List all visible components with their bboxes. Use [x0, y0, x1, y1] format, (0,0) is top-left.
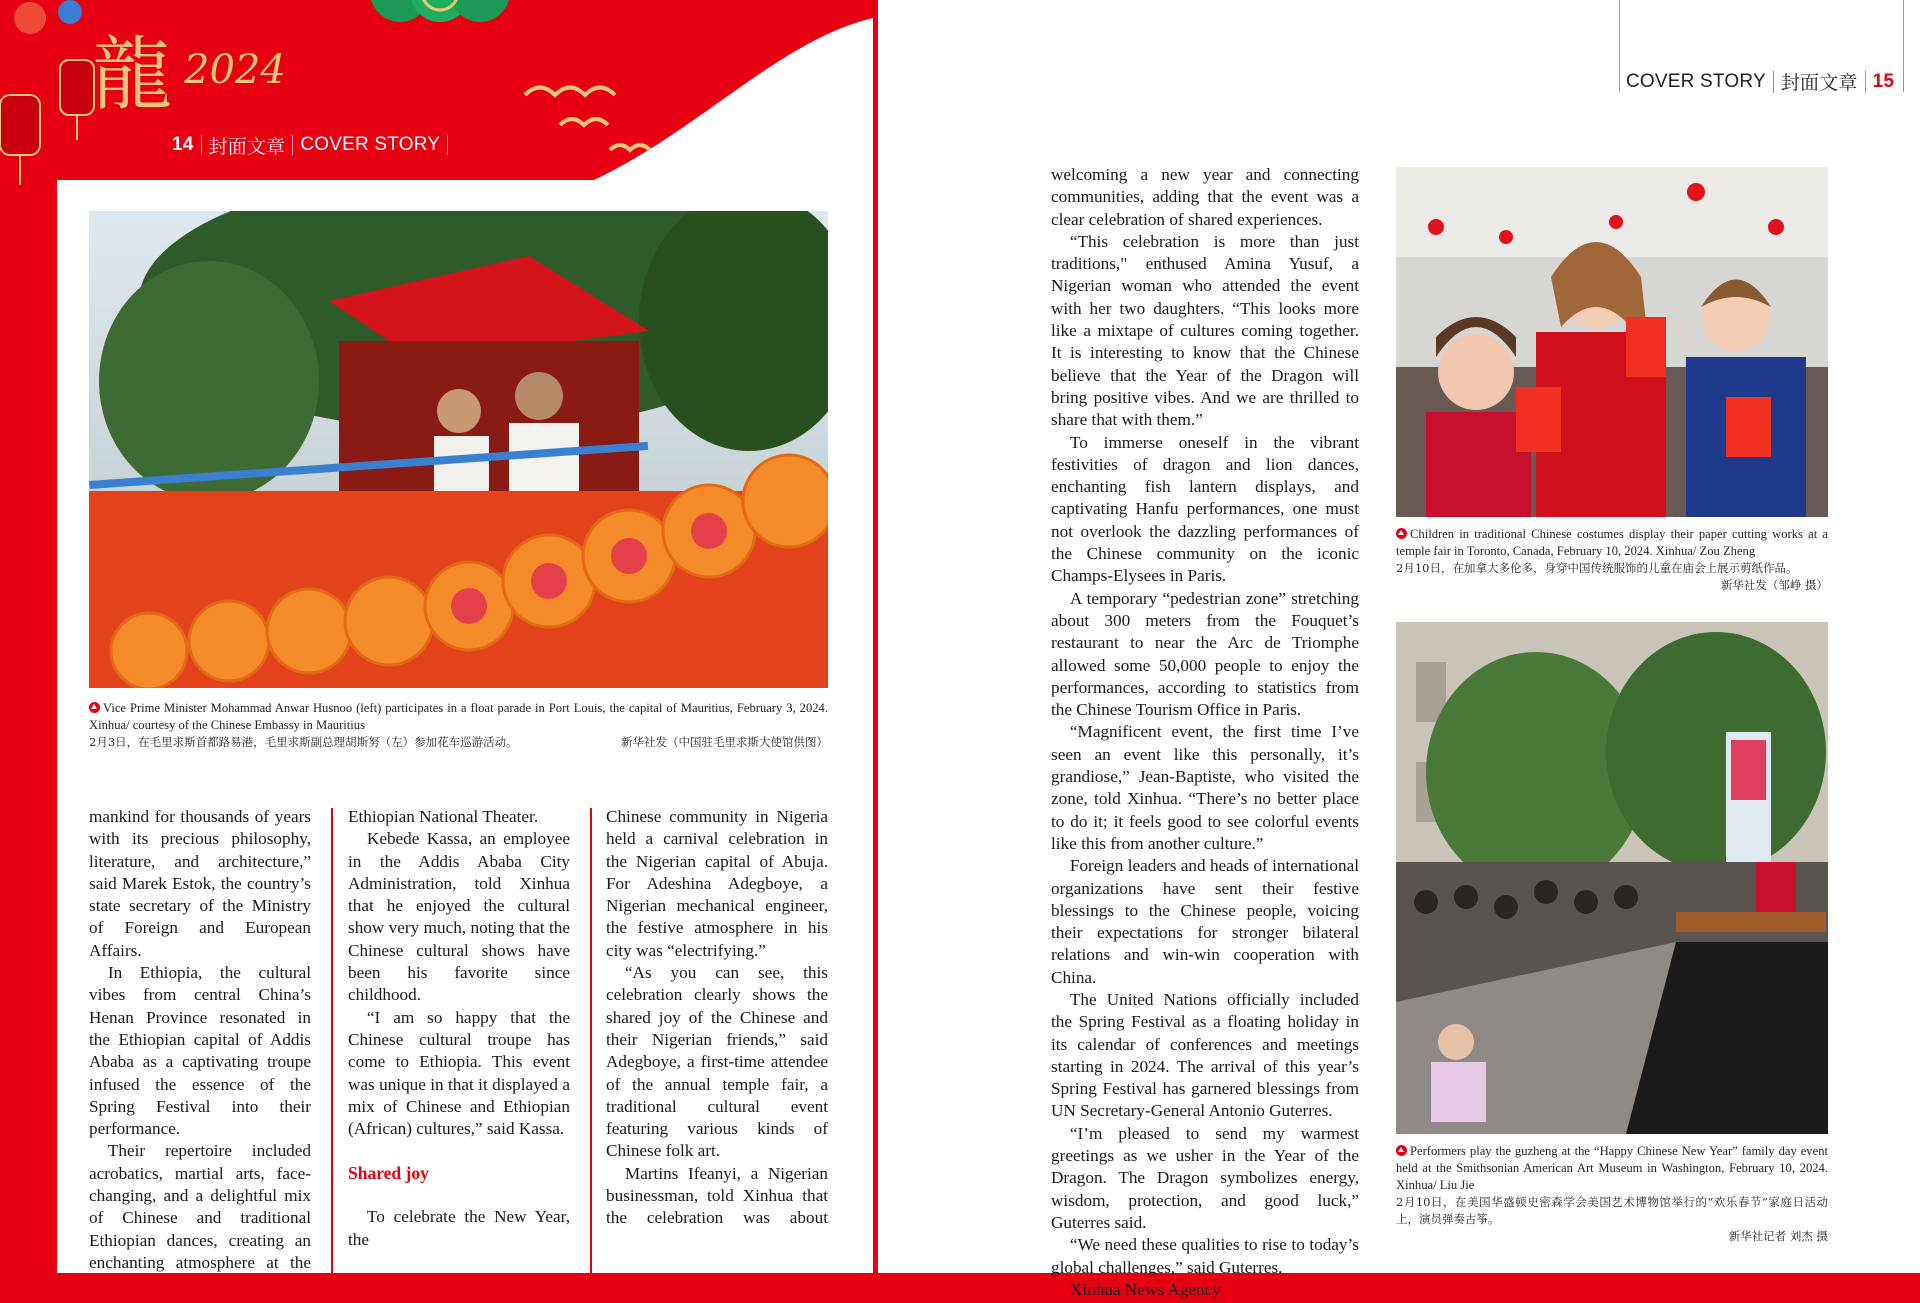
paragraph-text: Foreign leaders and heads of international organizations have sent their festive blessings to the Chinese people, voicing their expectations for stronger bilateral relations and win-win cooperation with China. [1051, 856, 1359, 987]
paragraph-text: Xinhua News Agency [1069, 1279, 1221, 1299]
paragraph-text: Martins Ifeanyi, a Nigerian businessman, told Xinhua that the celebration was about [606, 1163, 828, 1228]
dragon-character-logo: 龍 [92, 28, 172, 121]
column-divider [331, 808, 333, 1273]
paragraph-text: A temporary “pedestrian zone” stretching about 300 meters from the Fouquet’s restaurant to near the Arc de Triomphe allowed some 50,000 people to enjoy the performances, according to statistics from the Chinese Tourism Office in Paris. [1051, 588, 1359, 720]
paragraph [89, 1140, 311, 1274]
section-label-zh: 封面文章 [208, 136, 286, 158]
divider [1865, 71, 1866, 93]
divider [447, 135, 448, 155]
end-mark-icon [1227, 1287, 1235, 1295]
paragraph [348, 1206, 570, 1251]
divider [292, 135, 293, 155]
paragraph [606, 1163, 828, 1230]
paragraph-text: “As you can see, this celebration clearly shows the shared joy of the Chinese and their Nigerian friends,” said Adegboye, a first-time attendee of the annual temple fair, a traditional cultural event featuring various kinds of Chinese folk art. [606, 963, 828, 1161]
paragraph [1051, 164, 1359, 231]
paragraph-text: The United Nations officially included the Spring Festival as a floating holiday in its calendar of conferences and meetings starting in 2024. The arrival of this year’s Spring Festival has garnered blessings from UN Secretary-General Antonio Guterres. [1051, 989, 1359, 1121]
caption-en: Children in traditional Chinese costumes display their paper cutting works at a temple fair in Toronto, Canada, February 10, 2024. Xinhua/ Zou Zheng [1396, 527, 1828, 558]
paragraph-text: welcoming a new year and connecting communities, adding that the event was a clear celebration of shared experiences. [1051, 165, 1359, 229]
paragraph [348, 828, 570, 1006]
parade-photo-caption [89, 700, 828, 751]
paragraph-text: Their repertoire included acrobatics, martial arts, face-changing, and a delightful mix of Chinese and traditional Ethiopian dances, creating an enchanting atmosphere at the [89, 1141, 311, 1272]
dragon-2024-logo [92, 30, 292, 125]
caption-zh: 2月10日，在加拿大多伦多，身穿中国传统服饰的儿童在庙会上展示剪纸作品。 [1396, 561, 1798, 575]
paragraph [1051, 1123, 1359, 1234]
body-column-2 [348, 806, 570, 1251]
caption-marker-icon [1396, 528, 1407, 539]
paragraph-text: “I’m pleased to send my warmest greetings as we usher in the Year of the Dragon. The Dragon symbolizes energy, wisdom, protection, and good luck,” Guterres said. [1051, 1123, 1359, 1232]
year-logo: 2024 [184, 47, 286, 93]
guzheng-performance-photo [1396, 622, 1828, 1134]
paragraph [1051, 588, 1359, 722]
paragraph [1051, 1279, 1359, 1301]
lantern-icon [0, 60, 94, 185]
photo-credit-zh: 新华社发（中国驻毛里求斯大使馆供图） [621, 735, 828, 749]
divider [201, 135, 202, 155]
paragraph-text: In Ethiopia, the cultural vibes from central China’s Henan Province resonated in the Ethiopian capital of Addis Ababa as a captivating troupe infused the essence of the Spring Festival into their performance. [89, 963, 311, 1139]
page-number: 14 [172, 134, 194, 155]
paragraph-text: To celebrate the New Year, the [348, 1207, 570, 1249]
paragraph-text: To immerse oneself in the vibrant festivities of dragon and lion dances, enchanting fish lantern displays, and captivating Hanfu performances, one must not overlook the dazzling performances of the Chinese community on the iconic Champs-Elysees in Paris. [1051, 432, 1359, 586]
caption-en: Vice Prime Minister Mohammad Anwar Husnoo (left) participates in a float parade in Port Louis, the capital of Mauritius, February 3, 2024. Xinhua/ courtesy of the Chinese Embassy in Mauritius [89, 701, 828, 732]
section-label-zh: 封面文章 [1780, 73, 1858, 94]
parade-float-photo [89, 211, 828, 688]
paragraph [1051, 432, 1359, 588]
section-label-en: COVER STORY [300, 134, 441, 155]
spine-divider [873, 0, 878, 1303]
caption-zh: 2月10日，在美国华盛顿史密森学会美国艺术博物馆举行的“欢乐春节”家庭日活动上，演员弹奏古筝。 [1396, 1195, 1828, 1226]
photo-credit-zh: 新华社发（邹峥 摄） [1720, 578, 1828, 592]
flower-icon [14, 0, 82, 34]
toronto-photo-caption [1396, 526, 1828, 594]
photo-credit-zh: 新华社记者 刘杰 摄 [1728, 1229, 1828, 1243]
paragraph-text: mankind for thousands of years with its precious philosophy, literature, and architecture,” said Marek Estok, the country’s state secretary of the Ministry of Foreign and European Affairs. [89, 807, 311, 960]
paragraph [348, 806, 570, 828]
page-number: 15 [1872, 70, 1895, 92]
children-paper-cutting-photo [1396, 167, 1828, 517]
paragraph [1051, 855, 1359, 989]
paragraph-text: “This celebration is more than just traditions," enthused Amina Yusuf, a Nigerian woman who attended the event with her two daughters. “This looks more like a mixtape of cultures coming together. It is interesting to know that the Chinese believe that the Year of the Dragon will bring positive vibes. And we are thrilled to share that with them.” [1051, 231, 1359, 430]
body-column-3 [606, 806, 828, 1230]
paragraph-text: “Magnificent event, the first time I’ve seen an event like this personally, it’s grandiose,” Jean-Baptiste, who visited the zone, told Xinhua. “There’s no better place to do it; it feels good to see colorful events like this from another culture.” [1051, 722, 1359, 853]
paragraph [1051, 989, 1359, 1123]
paragraph-text: Shared joy [348, 1163, 429, 1184]
paragraph [1051, 231, 1359, 432]
column-divider [590, 808, 592, 1273]
paragraph-text: Chinese community in Nigeria held a carnival celebration in the Nigerian capital of Abuja. For Adeshina Adegboye, a Nigerian mechanical engineer, the festive atmosphere in his city was “electrifying.” [606, 807, 828, 960]
paragraph-text: Kebede Kassa, an employee in the Addis Ababa City Administration, told Xinhua that he enjoyed the cultural show very much, noting that the Chinese cultural shows have been his favorite since childhood. [348, 829, 570, 1005]
paragraph [606, 962, 828, 1163]
paragraph [1051, 721, 1359, 855]
bottom-red-strip [0, 1273, 1920, 1303]
right-running-header [1619, 0, 1904, 92]
divider [1773, 71, 1774, 93]
body-column-right [1051, 164, 1359, 1301]
washington-photo-caption [1396, 1143, 1828, 1245]
caption-zh: 2月3日，在毛里求斯首都路易港，毛里求斯副总理胡斯努（左）参加花车巡游活动。 [89, 735, 518, 749]
caption-marker-icon [89, 702, 100, 713]
caption-en: Performers play the guzheng at the “Happy Chinese New Year” family day event held at the Smithsonian American Art Museum in Washington, February 10, 2024. Xinhua/ Liu Jie [1396, 1144, 1828, 1192]
paragraph-text: Ethiopian National Theater. [348, 807, 539, 826]
left-running-header [172, 133, 448, 157]
caption-marker-icon [1396, 1145, 1407, 1156]
body-column-1 [89, 806, 311, 1274]
green-coin-cloud-icon [370, 0, 510, 22]
paragraph-text: “We need these qualities to rise to today’s global challenges,” said Guterres. [1051, 1235, 1359, 1277]
paragraph [606, 806, 828, 962]
subheading [348, 1162, 570, 1184]
gold-cloud-icon [525, 88, 650, 151]
paragraph [1051, 1234, 1359, 1279]
paragraph-text: “I am so happy that the Chinese cultural troupe has come to Ethiopia. This event was unique in that it displayed a mix of Chinese and Ethiopian (African) cultures,” said Kassa. [348, 1007, 570, 1139]
paragraph [89, 806, 311, 962]
paragraph [348, 1007, 570, 1141]
section-label-en: COVER STORY [1626, 70, 1766, 92]
paragraph [89, 962, 311, 1140]
